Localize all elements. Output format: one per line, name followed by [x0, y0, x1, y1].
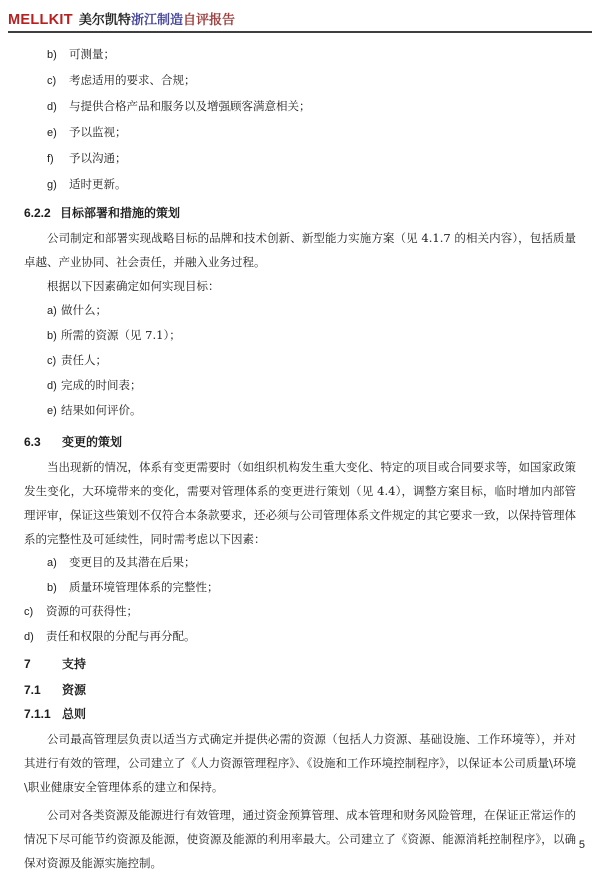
- list-item-marker: d): [47, 101, 57, 113]
- list-item-marker: e): [47, 405, 57, 417]
- list-item: [47, 298, 576, 323]
- list-item: [24, 625, 576, 650]
- section-title: 资源: [62, 683, 87, 697]
- document-content: [0, 42, 600, 875]
- list-item-marker: c): [47, 75, 57, 87]
- header-company-name: 美尔凯特: [78, 13, 131, 28]
- section-heading-7-1-1: [24, 706, 576, 723]
- goal-realization-list: [24, 298, 576, 423]
- list-item-text: 予以沟通；: [69, 151, 127, 165]
- change-planning-list: [24, 551, 576, 649]
- list-item-text: 考虑适用的要求、合规；: [69, 73, 196, 87]
- list-item-text: 可测量；: [69, 47, 115, 61]
- page-number: 5: [578, 839, 585, 851]
- list-item-text: 适时更新。: [69, 177, 127, 191]
- section-number: 6.3: [24, 435, 41, 449]
- list-item: [47, 323, 576, 348]
- list-item-text: 结果如何评价。: [61, 403, 142, 417]
- list-item-marker: b): [47, 330, 57, 342]
- list-item-marker: d): [47, 380, 57, 392]
- section-number: 6.2.2: [24, 206, 51, 220]
- list-item: [47, 348, 576, 373]
- objective-criteria-list: [24, 42, 576, 198]
- section-heading-6-3: [24, 434, 576, 451]
- list-item-text: 资源的可获得性；: [46, 604, 138, 618]
- section-number: 7: [24, 657, 31, 671]
- list-item: [47, 120, 576, 146]
- paragraph-63: 当出现新的情况，体系有变更需要时（如组织机构发生重大变化、特定的项目或合同要求等，如国家政策发生变化，大环境带来的变化，需要对管理体系的变更进行策划（见 4.4），调整方案目标，临时增加内部管理评审，保证这些策划不仅符合本条款要求，还必须与公司管理体系文件规定的其它要求一致，以保持管理体系的完整性及可延续性，同时需考虑以下因素：: [24, 460, 576, 546]
- page-header: [8, 0, 592, 31]
- list-item: [47, 398, 576, 423]
- list-item: [47, 146, 576, 172]
- list-item-marker: c): [24, 606, 34, 618]
- section-heading-7: [24, 656, 576, 673]
- list-item-marker: c): [47, 355, 57, 367]
- section-number: 7.1: [24, 683, 41, 697]
- list-item-marker: a): [47, 305, 57, 317]
- list-item-text: 做什么；: [61, 303, 107, 317]
- list-item-text: 予以监视；: [69, 125, 127, 139]
- paragraph-622-1: 公司制定和部署实现战略目标的品牌和技术创新、新型能力实施方案（见 4.1.7 的相关内容），包括质量卓越、产业协同、社会责任，并融入业务过程。: [24, 231, 576, 269]
- list-item: [24, 600, 576, 625]
- list-item-text: 责任和权限的分配与再分配。: [46, 628, 196, 643]
- section-number: 7.1.1: [24, 707, 51, 721]
- section-title: 支持: [62, 657, 87, 671]
- list-item: [47, 172, 576, 198]
- paragraph-711-1: 公司最高管理层负责以适当方式确定并提供必需的资源（包括人力资源、基础设施、工作环境等），并对其进行有效的管理，公司建立了《人力资源管理程序》、《设施和工作环境控制程序》，以保证本公司质量\环境\职业健康安全管理体系的建立和保持。: [24, 732, 576, 794]
- header-title-segment-2: 自评报告: [182, 13, 235, 28]
- list-item-text: 变更目的及其潜在后果；: [69, 555, 196, 569]
- list-item: [47, 373, 576, 398]
- list-item-text: 责任人；: [61, 353, 107, 367]
- list-item-marker: b): [47, 49, 57, 61]
- paragraph-622-lead: 根据以下因素确定如何实现目标：: [47, 279, 220, 293]
- section-heading-7-1: [24, 682, 576, 699]
- list-item-marker: e): [47, 127, 57, 139]
- brand-logo-text: MELLKIT: [8, 12, 73, 28]
- list-item-marker: f): [47, 153, 54, 165]
- list-item-text: 质量环境管理体系的完整性；: [69, 579, 219, 594]
- list-item: [47, 68, 576, 94]
- header-title-segment-1: 浙江制造: [130, 13, 183, 28]
- list-item: [47, 576, 576, 601]
- paragraph-711-2: 公司对各类资源及能源进行有效管理，通过资金预算管理、成本管理和财务风险管理，在保证正常运作的情况下尽可能节约资源及能源，使资源及能源的利用率最大。公司建立了《资源、能源消耗控制程序》，以确保对资源及能源实施控制。: [24, 808, 576, 870]
- list-item-text: 完成的时间表；: [61, 378, 142, 392]
- list-item: [47, 551, 576, 576]
- list-item-marker: a): [47, 557, 57, 569]
- header-rule: [8, 31, 592, 33]
- list-item-marker: d): [24, 630, 34, 643]
- list-item-marker: g): [47, 179, 57, 191]
- section-heading-6-2-2: [24, 205, 576, 222]
- section-title: 变更的策划: [62, 435, 123, 449]
- list-item: [47, 94, 576, 120]
- list-item-marker: b): [47, 581, 57, 594]
- list-item: [47, 42, 576, 68]
- section-title: 目标部署和措施的策划: [60, 206, 181, 220]
- section-title: 总则: [62, 707, 87, 721]
- list-item-text: 与提供合格产品和服务以及增强顾客满意相关；: [69, 99, 311, 113]
- list-item-text: 所需的资源（见 7.1）；: [61, 328, 181, 342]
